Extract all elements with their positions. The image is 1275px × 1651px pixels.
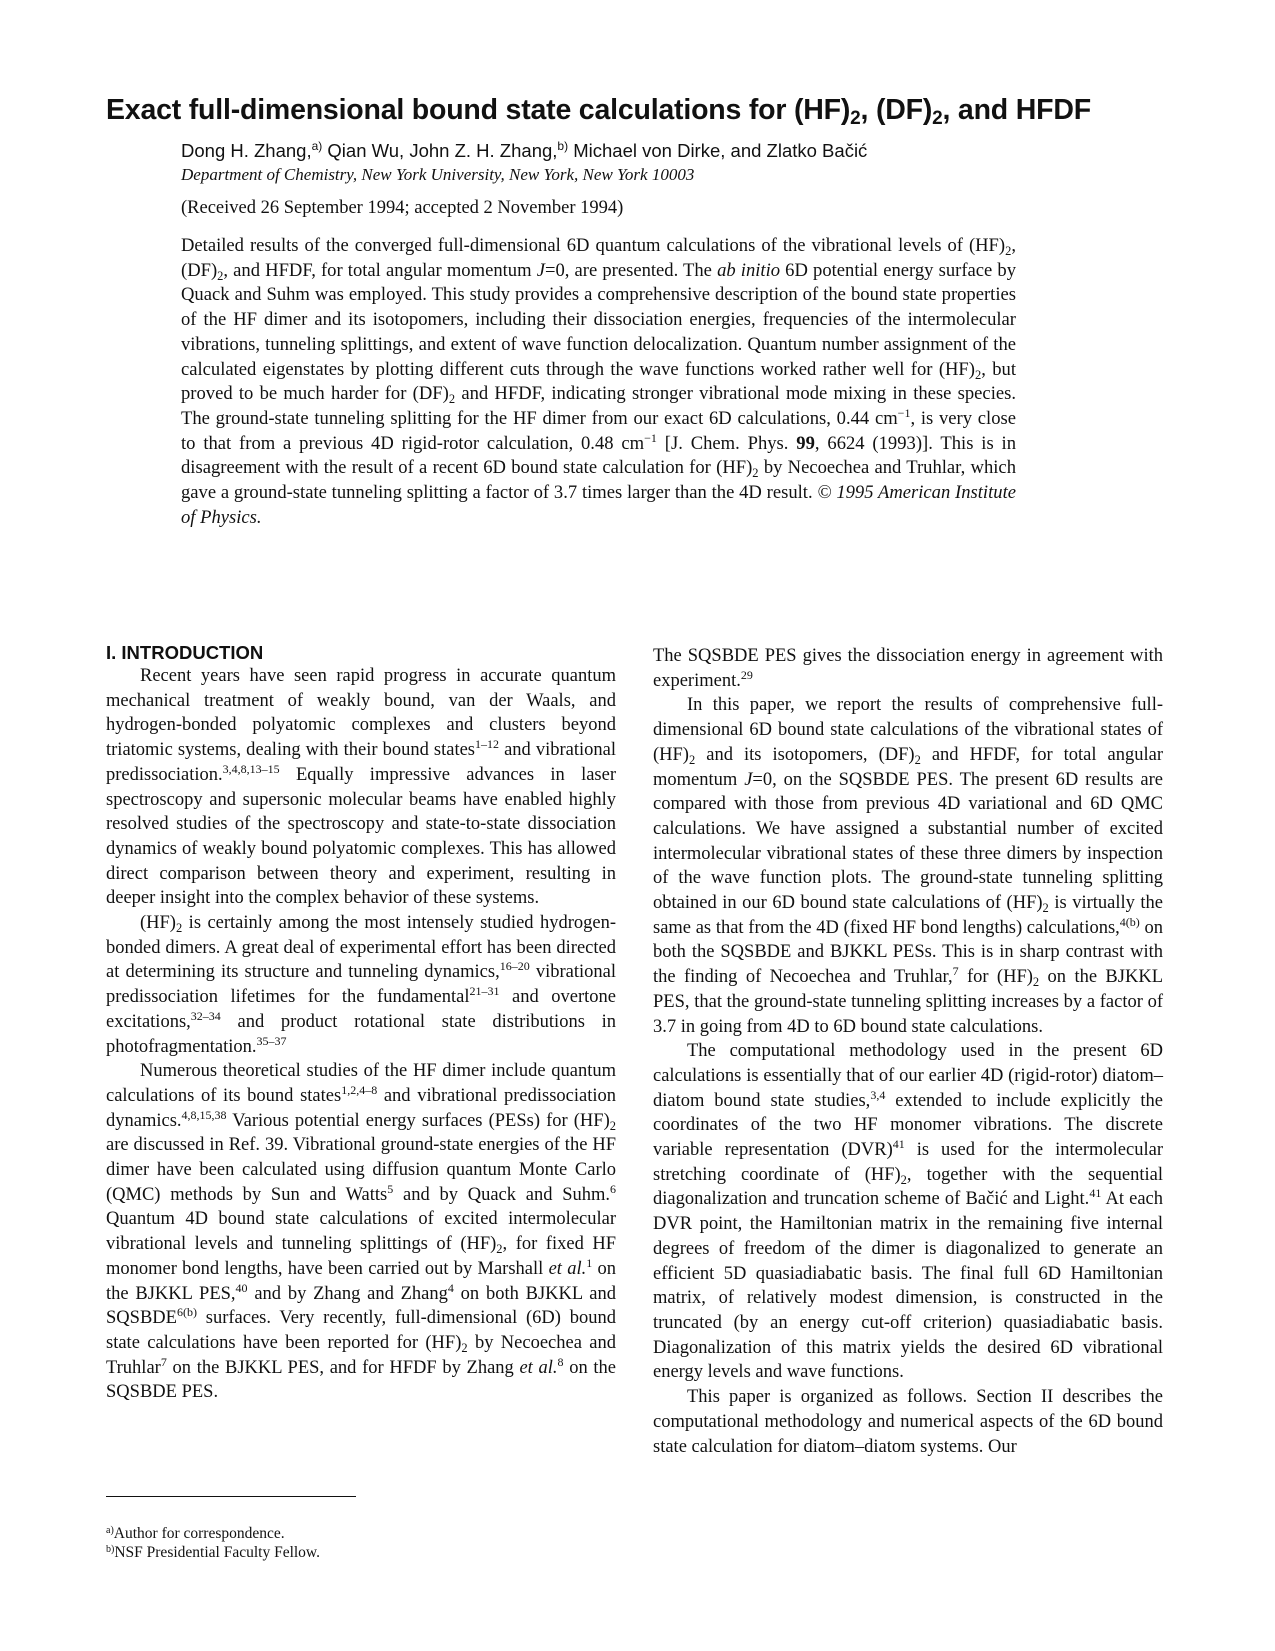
paragraph: The computational methodology used in the present 6D calculations is essentially that of our earlier 4D (rigid-rotor) diatom–diatom bound state studies,$^{3,4}$ extended to include explicitly the coordinates of the two HF monomer vibrations. The discrete variable representation (DVR)$^{41}$ is used for the intermolecular stretching coordinate of $(HF)_2$, together with the sequential diagonalization and truncation scheme of Bačić and Light.$^{41}$ At each DVR point, the Hamiltonian matrix in the remaining five internal degrees of freedom of the dimer is diagonalized to generate an efficient 5D quasiadiabatic basis. The final full 6D Hamiltonian matrix, of relatively modest dimension, is constructed in the truncated (by an energy cut-off criterion) quasiadiabatic basis. Diagonalization of this matrix yields the desired 6D vibrational energy levels and wave functions.	[653, 1041, 1163, 1383]
footnote-a: $^{a)}$Author for correspondence.	[106, 1525, 285, 1542]
footnotes	[106, 1524, 320, 1562]
received-dates: (Received 26 September 1994; accepted 2 November 1994)	[181, 198, 624, 218]
affiliation: Department of Chemistry, New York University, New York, New York 10003	[181, 165, 695, 184]
footnote-b: $^{b)}$NSF Presidential Faculty Fellow.	[106, 1544, 320, 1561]
paragraph: The SQSBDE PES gives the dissociation energy in agreement with experiment.$^{29}$	[653, 646, 1163, 691]
section-heading-introduction: I. INTRODUCTION	[106, 642, 264, 663]
abstract: Detailed results of the converged full-dimensional 6D quantum calculations of the vibrational levels of $(HF)_2$, $(DF)_2$, and HFDF, for total angular momentum J=0, are presented. The ab initio 6D potential energy surface by Quack and Suhm was employed. This study provides a comprehensive description of the bound state properties of the HF dimer and its isotopomers, including their dissociation energies, frequencies of the intermolecular vibrations, tunneling splittings, and extent of wave function delocalization. Quantum number assignment of the calculated eigenstates by plotting different cuts through the wave functions worked rather well for $(HF)_2$, but proved to be much harder for $(DF)_2$ and HFDF, indicating stronger vibrational mode mixing in these species. The ground-state tunneling splitting for the HF dimer from our exact 6D calculations, 0.44 $cm^{-1}$, is very close to that from a previous 4D rigid-rotor calculation, 0.48 $cm^{-1}$ [J. Chem. Phys. 99, 6624 (1993)]. This is in disagreement with the result of a recent 6D bound state calculation for $(HF)_2$ by Necoechea and Truhlar, which gave a ground-state tunneling splitting a factor of 3.7 times larger than the 4D result. © 1995 American Institute of Physics.	[181, 235, 1017, 528]
paragraph: Recent years have seen rapid progress in accurate quantum mechanical treatment of weakly bound, van der Waals, and hydrogen-bonded polyatomic complexes and clusters beyond triatomic systems, dealing with their bound states$^{1-12}$ and vibrational predissociation.$^{3,4,8,13-15}$ Equally impressive advances in laser spectroscopy and supersonic molecular beams have enabled highly resolved studies of the spectroscopy and state-to-state dissociation dynamics of weakly bound polyatomic complexes. This has allowed direct comparison between theory and experiment, resulting in deeper insight into the complex behavior of these systems.	[106, 666, 617, 909]
paragraph: This paper is organized as follows. Section II describes the computational methodology and numerical aspects of the 6D bound state calculation for diatom–diatom systems. Our	[653, 1387, 1163, 1457]
right-column	[653, 644, 1163, 1459]
left-column	[106, 664, 616, 1405]
paragraph: In this paper, we report the results of comprehensive full-dimensional 6D bound state calculations of the vibrational states of $(HF)_2$ and its isotopomers, $(DF)_2$ and HFDF, for total angular momentum J=0, on the SQSBDE PES. The present 6D results are compared with those from previous 4D variational and 6D QMC calculations. We have assigned a substantial number of excited intermolecular vibrational states of these three dimers by inspection of the wave function plots. The ground-state tunneling splitting obtained in our 6D bound state calculations of $(HF)_2$ is virtually the same as that from the 4D (fixed HF bond lengths) calculations,$^{4(b)}$ on both the SQSBDE and BJKKL PESs. This is in sharp contrast with the finding of Necoechea and Truhlar,$^7$ for $(HF)_2$ on the BJKKL PES, that the ground-state tunneling splitting increases by a factor of 3.7 in going from 4D to 6D bound state calculations.	[653, 695, 1164, 1037]
footnote-divider	[106, 1496, 356, 1497]
author-list: Dong H. Zhang,$^{a)}$ Qian Wu, John Z. H. Zhang,$^{b)}$ Michael von Dirke, and Zlatko Bačić	[181, 139, 868, 161]
paper-title: Exact full-dimensional bound state calculations for $(HF)_2$, $(DF)_2$, and HFDF	[106, 94, 1091, 129]
paragraph: Numerous theoretical studies of the HF dimer include quantum calculations of its bound states$^{1,2,4-8}$ and vibrational predissociation dynamics.$^{4,8,15,38}$ Various potential energy surfaces (PESs) for $(HF)_2$ are discussed in Ref. 39. Vibrational ground-state energies of the HF dimer have been calculated using diffusion quantum Monte Carlo (QMC) methods by Sun and Watts$^5$ and by Quack and Suhm.$^6$ Quantum 4D bound state calculations of excited intermolecular vibrational levels and tunneling splittings of $(HF)_2$, for fixed HF monomer bond lengths, have been carried out by Marshall et al.$^1$ on the BJKKL PES,$^{40}$ and by Zhang and Zhang$^4$ on both BJKKL and $SQSBDE^{6(b)}$ surfaces. Very recently, full-dimensional (6D) bound state calculations have been reported for $(HF)_2$ by Necoechea and Truhlar$^7$ on the BJKKL PES, and for HFDF by Zhang et al.$^8$ on the SQSBDE PES.	[106, 1061, 617, 1403]
paragraph: $(HF)_2$ is certainly among the most intensely studied hydrogen-bonded dimers. A great deal of experimental effort has been directed at determining its structure and tunneling dynamics,$^{16-20}$ vibrational predissociation lifetimes for the fundamental$^{21-31}$ and overtone excitations,$^{32-34}$ and product rotational state distributions in photofragmentation.$^{35-37}$	[106, 913, 616, 1057]
